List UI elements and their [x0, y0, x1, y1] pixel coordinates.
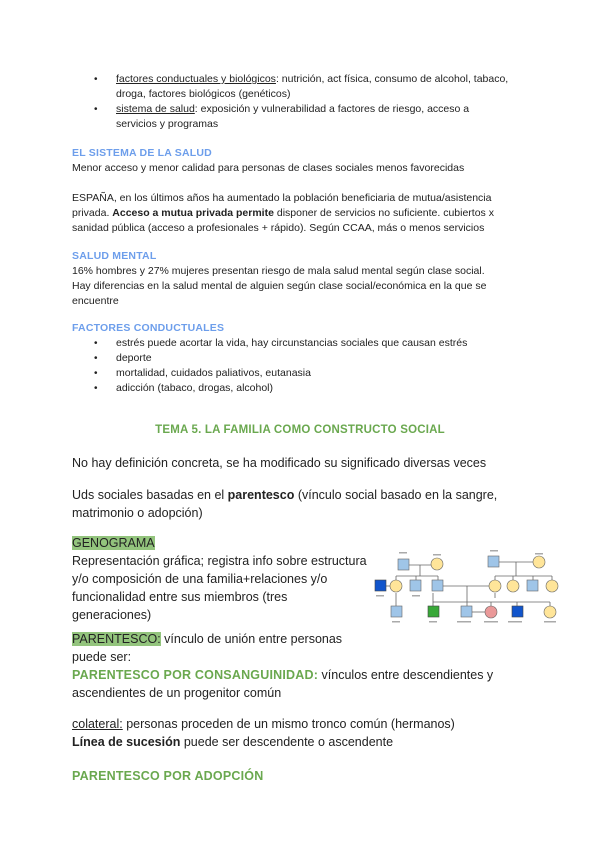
paragraph: No hay definición concreta, se ha modificado su significado diversas veces	[72, 456, 487, 470]
male-symbol	[428, 606, 439, 617]
list-item: • estrés puede acortar la vida, hay circunstancias sociales que causan estrés	[80, 336, 552, 351]
highlight-label: GENOGRAMA	[72, 536, 155, 550]
female-symbol	[544, 606, 556, 618]
text-span: puede ser descendente o ascendente	[180, 735, 394, 749]
male-symbol	[527, 580, 538, 591]
paragraph	[72, 715, 562, 751]
section-factores-conductuales	[72, 321, 552, 396]
text-line: ESPAÑA, en los últimos años ha aumentado la población beneficiaria de mutua/asistencia	[72, 192, 492, 204]
female-symbol	[546, 580, 558, 592]
text-span: Uds sociales basadas en el	[72, 488, 228, 502]
text-line: 16% hombres y 27% mujeres presentan riesgo de mala salud mental según clase social.	[72, 265, 485, 277]
male-symbol	[488, 556, 499, 567]
section-heading: SALUD MENTAL	[72, 250, 157, 262]
bullet-text-cont: servicios y programas	[116, 118, 219, 130]
bold-text: parentesco	[227, 488, 295, 502]
tema-intro	[72, 454, 562, 522]
paragraph	[72, 552, 372, 624]
section-heading: EL SISTEMA DE LA SALUD	[72, 147, 212, 159]
male-symbol	[461, 606, 472, 617]
chapter-title: TEMA 5. LA FAMILIA COMO CONSTRUCTO SOCIAL	[155, 424, 445, 436]
male-symbol	[410, 580, 421, 591]
text-line: Hay diferencias en la salud mental de alguien según clase social/económica en la que se	[72, 280, 487, 292]
underlined-term: colateral:	[72, 717, 123, 731]
text-line: sanidad pública (acceso a profesionales + rápido). Según CCAA, más o menos servicios	[72, 222, 485, 234]
text-span: personas proceden de un mismo tronco común (hermanos)	[122, 717, 455, 731]
text-span: vínculos entre descendientes y	[318, 668, 494, 682]
text-line: y/o composición de una familia+relaciones y/o	[72, 572, 328, 586]
text-span: (vínculo social basado en la sangre,	[294, 488, 498, 502]
paragraph	[72, 630, 562, 702]
top-bullet-list	[80, 72, 550, 132]
bold-text: Línea de sucesión	[72, 735, 181, 749]
bullet-text: : nutrición, act física, consumo de alcohol, tabaco,	[275, 73, 509, 85]
male-symbol	[512, 606, 523, 617]
paragraph	[72, 264, 552, 309]
text-line: encuentre	[72, 295, 119, 307]
section-sistema-salud	[72, 146, 552, 236]
section-heading: FACTORES CONDUCTUALES	[72, 322, 225, 334]
highlight-label: PARENTESCO:	[72, 632, 161, 646]
list-item: • mortalidad, cuidados paliativos, eutanasia	[80, 366, 552, 381]
text-line: ascendientes de un progenitor común	[72, 686, 282, 700]
section-salud-mental	[72, 249, 552, 309]
paragraph	[72, 486, 562, 522]
section-heading: PARENTESCO POR ADOPCIÓN	[72, 769, 264, 783]
female-symbol	[431, 558, 443, 570]
text-line: Representación gráfica; registra info sobre estructura	[72, 554, 367, 568]
factores-list	[80, 336, 552, 396]
text-span: vínculo de unión entre personas	[160, 632, 343, 646]
text-span: privada.	[72, 207, 113, 219]
male-symbol	[432, 580, 443, 591]
list-item	[80, 72, 550, 102]
list-item	[80, 102, 550, 132]
section-genograma	[72, 534, 372, 624]
female-symbol	[390, 580, 402, 592]
male-symbol	[375, 580, 386, 591]
text-line: puede ser:	[72, 650, 132, 664]
text-line: funcionalidad entre sus miembros (tres	[72, 590, 288, 604]
bullet-text: : exposición y vulnerabilidad a factores de riesgo, acceso a	[194, 103, 470, 115]
paragraph: Menor acceso y menor calidad para personas de clases sociales menos favorecidas	[72, 162, 465, 174]
green-label: PARENTESCO POR CONSANGUINIDAD:	[72, 668, 319, 682]
bullet-text-cont: droga, factores biológicos (genéticos)	[116, 88, 291, 100]
female-symbol	[489, 580, 501, 592]
list-item: • deporte	[80, 351, 552, 366]
text-line: generaciones)	[72, 608, 152, 622]
section-parentesco	[72, 630, 562, 785]
female-symbol	[485, 606, 497, 618]
text-line: matrimonio o adopción)	[72, 506, 203, 520]
bold-text: Acceso a mutua privada permite	[112, 207, 274, 219]
female-symbol	[533, 556, 545, 568]
bullet-term: factores conductuales y biológicos	[116, 73, 276, 85]
paragraph	[72, 191, 552, 236]
bullet-term: sistema de salud	[116, 103, 195, 115]
male-symbol	[391, 606, 402, 617]
list-item: • adicción (tabaco, drogas, alcohol)	[80, 381, 552, 396]
genogram-diagram	[372, 548, 582, 638]
text-span: disponer de servicios no suficiente. cubiertos x	[273, 207, 494, 219]
male-symbol	[398, 559, 409, 570]
female-symbol	[507, 580, 519, 592]
